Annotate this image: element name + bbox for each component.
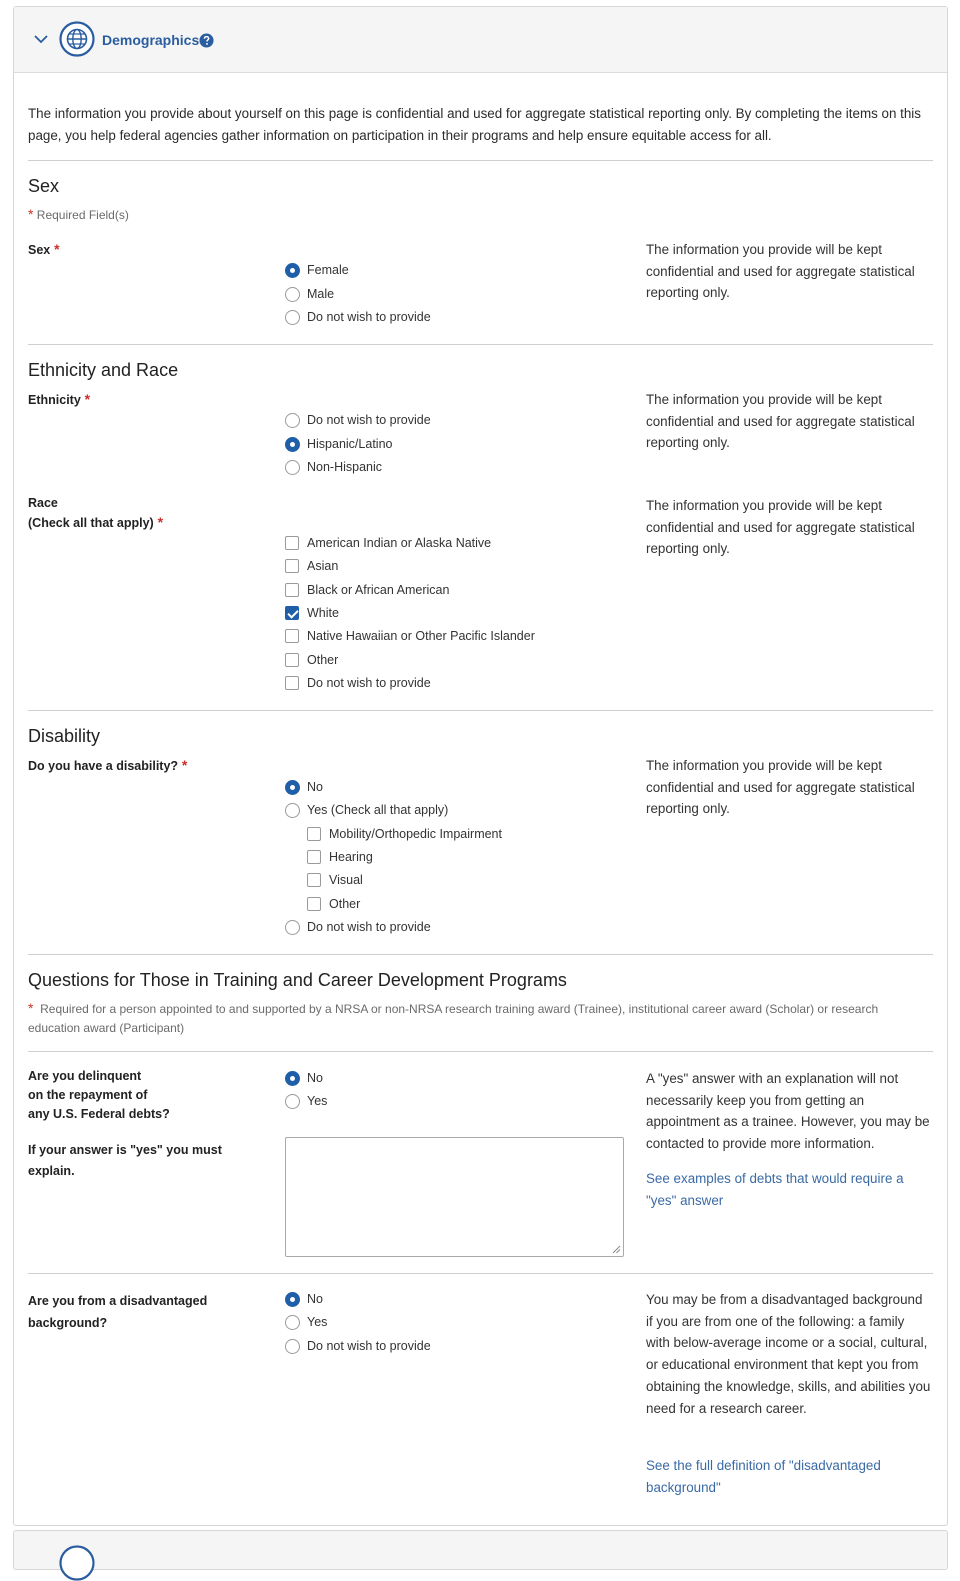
debt-label-line3: any U.S. Federal debts? — [28, 1107, 170, 1121]
ethnicity-option-non-hispanic[interactable] — [285, 458, 382, 476]
checkbox[interactable] — [307, 897, 321, 911]
option-label: Do not wish to provide — [307, 413, 431, 427]
sex-option-male[interactable] — [285, 285, 334, 303]
divider — [28, 160, 933, 161]
disadvantaged-label-line2: background? — [28, 1316, 108, 1330]
disability-option-yes[interactable] — [285, 801, 448, 819]
radio[interactable] — [285, 460, 300, 475]
option-label: Male — [307, 287, 335, 301]
option-label: Yes — [307, 1315, 328, 1329]
option-label: Hearing — [329, 850, 373, 864]
debt-label-line2: on the repayment of — [28, 1088, 148, 1102]
checkbox[interactable] — [285, 629, 299, 643]
race-label: Race (Check all that apply) * — [28, 496, 164, 530]
debt-examples-link[interactable]: See examples of debts that would require a "yes" answer — [646, 1171, 904, 1208]
radio[interactable] — [285, 803, 300, 818]
sex-help-text: The information you provide will be kept confidential and used for aggregate statistical reporting only. — [646, 242, 915, 301]
briefcase-icon — [59, 1545, 95, 1581]
disability-option-no-answer[interactable] — [285, 918, 431, 936]
radio-selected[interactable] — [285, 1071, 300, 1086]
section-title-sex: Sex — [28, 176, 60, 196]
debt-label-line1: Are you delinquent — [28, 1069, 142, 1083]
race-option[interactable] — [285, 651, 338, 669]
globe-icon — [59, 21, 95, 57]
radio[interactable] — [285, 1094, 300, 1109]
option-label: Do not wish to provide — [307, 310, 431, 324]
explain-label-line2: explain. — [28, 1164, 75, 1178]
disadvantaged-option-no-answer[interactable] — [285, 1337, 431, 1355]
checkbox[interactable] — [307, 850, 321, 864]
radio[interactable] — [285, 1339, 300, 1354]
option-label: No — [307, 1292, 323, 1306]
ethnicity-option-no-answer[interactable] — [285, 411, 431, 429]
debt-explanation-textarea[interactable] — [285, 1137, 624, 1257]
option-label: Visual — [329, 873, 363, 887]
training-required-note-text: Required for a person appointed to and supported by a NRSA or non-NRSA research training award (Trainee), institutional career award (Scholar) or research education award (Participant) — [28, 1002, 879, 1035]
section-title-ethnicity-race: Ethnicity and Race — [28, 360, 179, 380]
radio-selected[interactable] — [285, 1292, 300, 1307]
race-option[interactable] — [285, 557, 338, 575]
radio-selected[interactable] — [285, 263, 300, 278]
section-title-disability: Disability — [28, 726, 101, 746]
disadvantaged-definition-link[interactable]: See the full definition of "disadvantaged background" — [646, 1458, 881, 1495]
radio[interactable] — [285, 310, 300, 325]
debt-label — [28, 1067, 170, 1124]
disability-label-text: Do you have a disability? — [28, 759, 179, 773]
sex-label-text: Sex — [28, 243, 51, 257]
option-label: Do not wish to provide — [307, 676, 431, 690]
intro-text: The information you provide about yourself on this page is confidential and used for aggregate statistical reporting only. By completing the items on this page, you help federal agencies gather information on participation in their programs and help ensure equitable access for all. — [28, 106, 921, 143]
option-label: Yes — [307, 1094, 328, 1108]
disadvantaged-option-yes[interactable] — [285, 1313, 327, 1331]
checkbox[interactable] — [285, 583, 299, 597]
debt-help-text: A "yes" answer with an explanation will not necessarily keep you from getting an appointment as a trainee. However, you may be contacted to provide more information. — [646, 1071, 930, 1152]
radio-selected[interactable] — [285, 780, 300, 795]
disability-option-no[interactable] — [285, 778, 323, 796]
divider — [28, 710, 933, 711]
required-note-text: Required Field(s) — [36, 208, 129, 222]
checkbox[interactable] — [285, 653, 299, 667]
race-label-line1: Race — [28, 496, 58, 510]
option-label: Yes (Check all that apply) — [307, 803, 449, 817]
ethnicity-label: Ethnicity * — [28, 391, 91, 407]
radio[interactable] — [285, 920, 300, 935]
option-label: No — [307, 780, 323, 794]
race-option[interactable] — [285, 627, 535, 645]
divider — [28, 344, 933, 345]
disadvantaged-label — [28, 1290, 207, 1334]
race-option-white[interactable] — [285, 604, 339, 622]
radio-selected[interactable] — [285, 437, 300, 452]
radio[interactable] — [285, 287, 300, 302]
ethnicity-label-text: Ethnicity — [28, 393, 81, 407]
ethnicity-help-text: The information you provide will be kept confidential and used for aggregate statistical reporting only. — [646, 392, 915, 451]
sex-label: Sex * — [28, 241, 60, 257]
race-label-line2: (Check all that apply) — [28, 516, 154, 530]
race-option[interactable] — [285, 534, 491, 552]
help-icon[interactable] — [199, 33, 214, 48]
option-label: Do not wish to provide — [307, 920, 431, 934]
disadvantaged-help-text: You may be from a disadvantaged background if you are from one of the following: a family with below-average income or a social, cultural, or educational environment that kept you from obtaining the knowledge, skills, and abilities you need for a research career. — [646, 1292, 931, 1416]
sex-option-female[interactable] — [285, 261, 349, 279]
checkbox-checked[interactable] — [285, 606, 299, 620]
option-label: Hispanic/Latino — [307, 437, 393, 451]
option-label: White — [307, 606, 339, 620]
option-label: Native Hawaiian or Other Pacific Islander — [307, 629, 535, 643]
option-label: No — [307, 1071, 323, 1085]
explain-label-line1: If your answer is "yes" you must — [28, 1143, 222, 1157]
disability-help-text: The information you provide will be kept confidential and used for aggregate statistical reporting only. — [646, 758, 915, 817]
explain-label — [28, 1140, 222, 1182]
checkbox[interactable] — [307, 873, 321, 887]
option-label: Non-Hispanic — [307, 460, 383, 474]
resize-grip-icon[interactable] — [612, 1245, 621, 1254]
debt-option-yes[interactable] — [285, 1092, 327, 1110]
option-label: Asian — [307, 559, 339, 573]
checkbox[interactable] — [307, 827, 321, 841]
divider — [28, 1273, 933, 1274]
debt-option-no[interactable] — [285, 1069, 323, 1087]
training-required-note: * Required for a person appointed to and supported by a NRSA or non-NRSA research training award (Trainee), institutional career award (Scholar) or research education award (Participant) — [28, 1000, 879, 1035]
checkbox[interactable] — [285, 536, 299, 550]
disadvantaged-option-no[interactable] — [285, 1290, 323, 1308]
disability-sub-option[interactable] — [307, 895, 360, 913]
ethnicity-option-hispanic[interactable] — [285, 435, 392, 453]
disability-sub-option[interactable] — [307, 848, 373, 866]
radio[interactable] — [285, 413, 300, 428]
radio[interactable] — [285, 1315, 300, 1330]
divider — [28, 954, 933, 955]
option-label: Female — [307, 263, 349, 277]
disability-sub-option[interactable] — [307, 825, 502, 843]
race-option[interactable] — [285, 674, 431, 692]
race-help-text: The information you provide will be kept confidential and used for aggregate statistical reporting only. — [646, 498, 915, 557]
required-note: * Required Field(s) — [28, 206, 129, 222]
option-label: Black or African American — [307, 583, 450, 597]
option-label: Mobility/Orthopedic Impairment — [329, 827, 502, 841]
panel-header[interactable] — [14, 7, 947, 73]
disability-label: Do you have a disability? * — [28, 757, 188, 773]
panel-title: Demographics — [102, 32, 200, 48]
option-label: Other — [329, 897, 361, 911]
sex-option-no-answer[interactable] — [285, 308, 431, 326]
divider — [28, 1051, 933, 1052]
checkbox[interactable] — [285, 559, 299, 573]
disadvantaged-label-line1: Are you from a disadvantaged — [28, 1294, 208, 1308]
section-title-training: Questions for Those in Training and Career Development Programs — [28, 970, 567, 990]
race-option[interactable] — [285, 581, 449, 599]
next-panel-header[interactable] — [13, 1530, 948, 1570]
chevron-down-icon[interactable] — [32, 30, 50, 48]
option-label: Other — [307, 653, 339, 667]
disability-sub-option[interactable] — [307, 871, 363, 889]
option-label: American Indian or Alaska Native — [307, 536, 492, 550]
option-label: Do not wish to provide — [307, 1339, 431, 1353]
checkbox[interactable] — [285, 676, 299, 690]
